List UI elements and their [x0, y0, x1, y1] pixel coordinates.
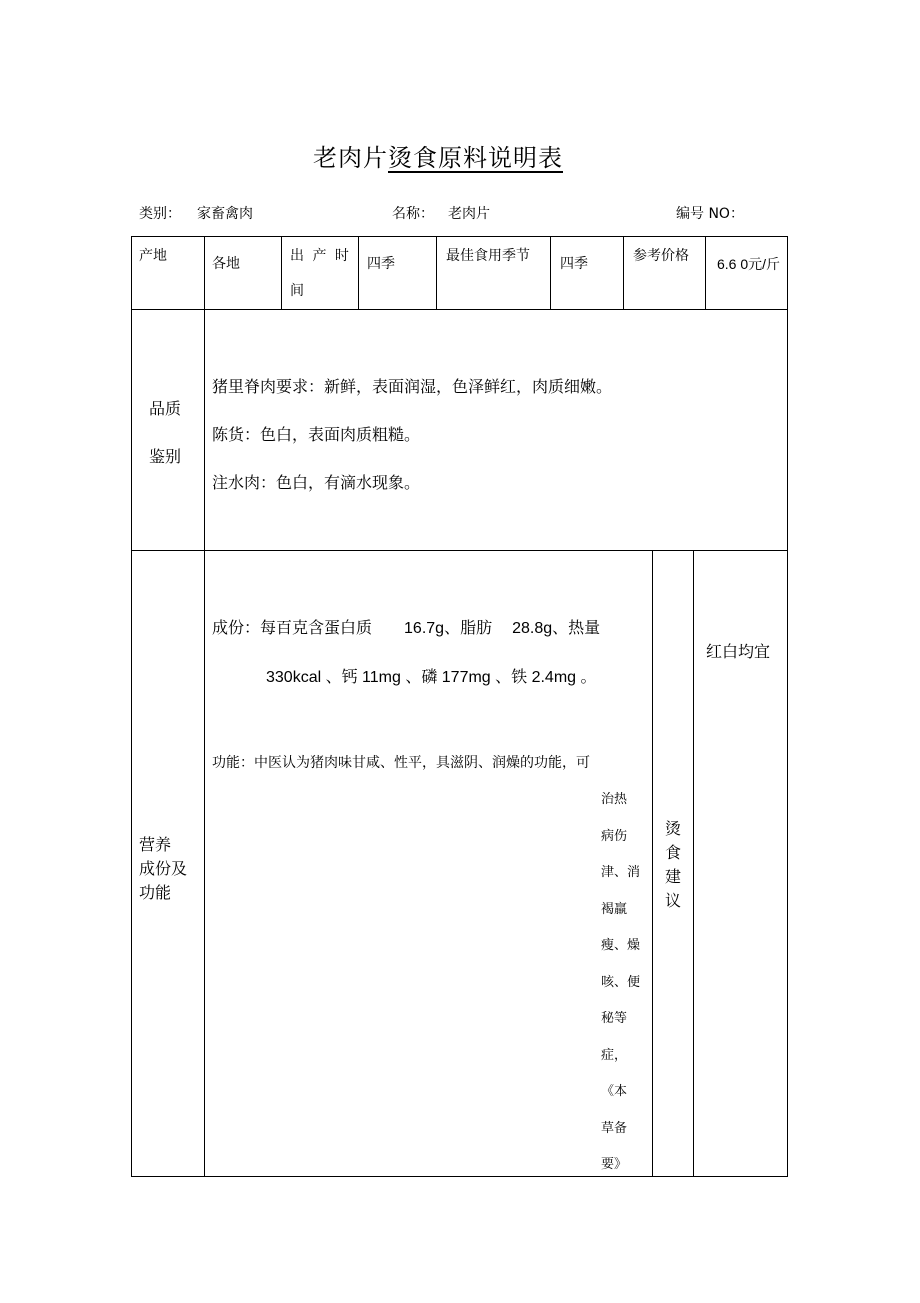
category-label: 类别： — [139, 206, 181, 222]
reference-price-label: 参考价格 — [633, 248, 689, 264]
fat-value: 28.8g — [512, 620, 553, 637]
origin-value: 各地 — [212, 256, 240, 272]
nutrition-label-line3: 功能 — [139, 883, 172, 902]
quality-label-line1: 品质 — [149, 399, 182, 418]
protein-value: 16.7g — [404, 620, 445, 637]
reference-price-value: 6.6 0元/斤 — [717, 256, 781, 272]
category-value: 家畜禽肉 — [197, 206, 253, 222]
production-time-label-line2: 间 — [290, 283, 304, 299]
quality-line-2: 陈货：色白，表面肉质粗糙。 — [212, 425, 421, 444]
best-season-value: 四季 — [560, 256, 588, 272]
nutrition-label-line2: 成份及 — [139, 859, 188, 878]
composition-line-1 — [212, 615, 600, 638]
suggestion-value: 红白均宜 — [706, 642, 771, 661]
heat-text: 、热量 — [552, 618, 601, 637]
suggestion-label: 烫 食 建 议 — [665, 819, 682, 910]
name-value: 老肉片 — [448, 206, 490, 222]
quality-line-3: 注水肉：色白，有滴水现象。 — [212, 473, 421, 492]
fat-text: 、脂肪 — [444, 618, 493, 637]
best-season-label: 最佳食用季节 — [446, 248, 530, 264]
page-title — [0, 138, 920, 173]
function-column: 治热 病伤 津、消 褐羸 瘦、燥 咳、便 秘等 症， 《本 草备 要》 — [601, 792, 641, 1172]
composition-line-2: 330kcal 、钙 11mg 、磷 177mg 、铁 2.4mg 。 — [266, 669, 597, 686]
quality-label-line2: 鉴别 — [149, 447, 182, 466]
function-line: 功能：中医认为猪肉味甘咸、性平，具滋阴、润燥的功能，可 — [212, 755, 590, 771]
quality-line-1: 猪里脊肉要求：新鲜，表面润湿，色泽鲜红，肉质细嫩。 — [212, 377, 613, 396]
name-label: 名称： — [392, 206, 434, 222]
nutrition-label-line1: 营养 — [139, 835, 172, 854]
production-time-label-line1: 出 产 时 — [290, 248, 351, 264]
number-label: 编号 NO： — [676, 206, 744, 222]
title-underlined: 烫食原料说明表 — [388, 144, 563, 172]
production-time-value: 四季 — [367, 256, 395, 272]
composition-prefix: 成份：每百克含蛋白质 — [212, 618, 373, 637]
title-plain: 老肉片 — [313, 144, 388, 172]
origin-label: 产地 — [139, 248, 167, 264]
